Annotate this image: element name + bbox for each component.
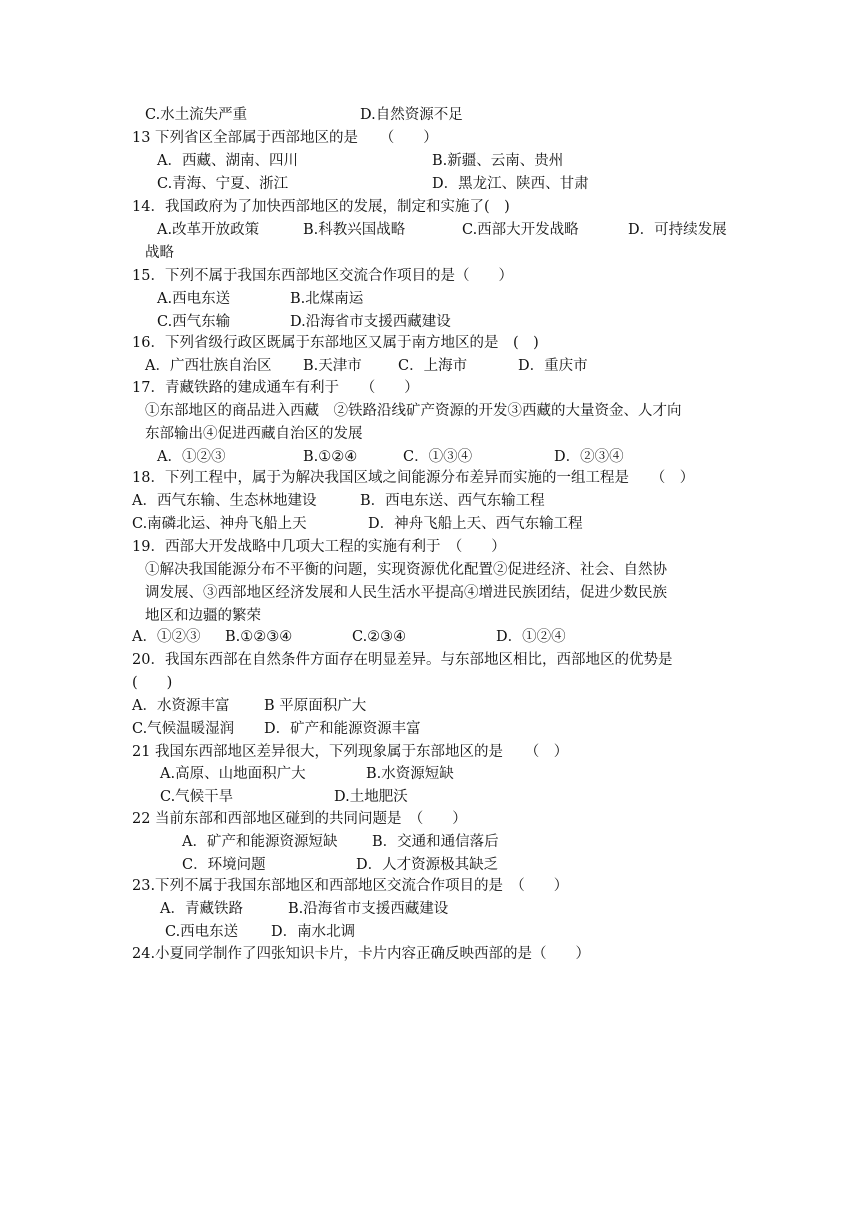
q15-stem: 15．下列不属于我国东西部地区交流合作项目的是（ ） xyxy=(132,268,513,284)
q14-option-b: B.科教兴国战略 xyxy=(303,222,406,238)
q21-stem: 21 我国东西部地区差异很大，下列现象属于东部地区的是 （ ） xyxy=(132,744,569,760)
q20-option-b: B 平原面积广大 xyxy=(264,698,367,714)
q16-option-b: B.天津市 xyxy=(303,358,362,374)
q17-option-a: A．①②③ xyxy=(157,449,226,465)
q19-stem: 19．西部大开发战略中几项大工程的实施有利于 （ ） xyxy=(132,539,506,555)
q14-option-d: D．可持续发展 xyxy=(628,222,727,238)
q13-option-d: D．黑龙江、陕西、甘肃 xyxy=(432,176,589,192)
q24-stem: 24.小夏同学制作了四张知识卡片，卡片内容正确反映西部的是（ ） xyxy=(132,946,591,962)
q23-option-c: C.西电东送 xyxy=(165,924,239,940)
q19-statements-line1: ①解决我国能源分布不平衡的问题，实现资源优化配置②促进经济、社会、自然协 xyxy=(145,562,667,578)
q19-option-d: D．①②④ xyxy=(496,629,566,645)
q23-stem: 23.下列不属于我国东部地区和西部地区交流合作项目的是 （ ） xyxy=(132,878,569,894)
q19-option-a: A．①②③ xyxy=(132,629,201,645)
q19-option-c: C.②③④ xyxy=(352,629,407,645)
q16-stem: 16．下列省级行政区既属于东部地区又属于南方地区的是 ( ) xyxy=(132,335,539,351)
q22-option-a: A．矿产和能源资源短缺 xyxy=(182,834,338,850)
q13-option-b: B.新疆、云南、贵州 xyxy=(432,153,564,169)
q18-stem: 18．下列工程中，属于为解决我国区域之间能源分布差异而实施的一组工程是 （ ） xyxy=(132,470,695,486)
q22-option-d: D．人才资源极其缺乏 xyxy=(356,857,499,873)
q19-option-b: B.①②③④ xyxy=(225,629,293,645)
q16-option-c: C．上海市 xyxy=(398,358,468,374)
q17-statements-line2: 东部输出④促进西藏自治区的发展 xyxy=(145,426,363,442)
q20-answer-paren: ( ) xyxy=(132,675,173,691)
q14-option-a: A.改革开放政策 xyxy=(157,222,260,238)
q17-option-d: D．②③④ xyxy=(554,449,624,465)
q13-stem: 13 下列省区全部属于西部地区的是 （ ） xyxy=(132,130,438,146)
q20-option-c: C.气候温暖湿润 xyxy=(132,721,235,737)
q15-option-d: D.沿海省市支援西藏建设 xyxy=(290,314,451,330)
q22-stem: 22 当前东部和西部地区碰到的共同问题是 （ ） xyxy=(132,811,467,827)
q20-option-a: A．水资源丰富 xyxy=(132,698,230,714)
q22-option-c: C．环境问题 xyxy=(182,857,266,873)
q21-option-c: C.气候干旱 xyxy=(160,789,234,805)
q13-option-c: C.青海、宁夏、浙江 xyxy=(157,176,289,192)
q21-option-a: A.高原、山地面积广大 xyxy=(160,766,306,782)
q15-option-b: B.北煤南运 xyxy=(290,291,364,307)
q23-option-a: A．青藏铁路 xyxy=(160,901,243,917)
q17-option-b: B.①②④ xyxy=(303,449,358,465)
q21-option-d: D.土地肥沃 xyxy=(334,789,408,805)
q17-stem: 17．青藏铁路的建成通车有利于 （ ） xyxy=(132,380,419,396)
q20-option-d: D．矿产和能源资源丰富 xyxy=(264,721,421,737)
q12-option-c: C.水土流失严重 xyxy=(145,107,248,123)
q17-option-c: C．①③④ xyxy=(403,449,473,465)
q15-option-c: C.西气东输 xyxy=(157,314,231,330)
q22-option-b: B．交通和通信落后 xyxy=(372,834,499,850)
q14-option-c: C.西部大开发战略 xyxy=(462,222,579,238)
q18-option-a: A．西气东输、生态林地建设 xyxy=(132,493,317,509)
q23-option-b: B.沿海省市支援西藏建设 xyxy=(288,901,449,917)
q18-option-c: C.南磷北运、神舟飞船上天 xyxy=(132,516,307,532)
q17-statements-line1: ①东部地区的商品进入西藏 ②铁路沿线矿产资源的开发③西藏的大量资金、人才向 xyxy=(145,403,682,419)
q15-option-a: A.西电东送 xyxy=(157,291,231,307)
q21-option-b: B.水资源短缺 xyxy=(366,766,454,782)
q18-option-b: B．西电东送、西气东输工程 xyxy=(360,493,545,509)
q18-option-d: D．神舟飞船上天、西气东输工程 xyxy=(368,516,583,532)
q13-option-a: A．西藏、湖南、四川 xyxy=(157,153,298,169)
q20-stem: 20．我国东西部在自然条件方面存在明显差异。与东部地区相比，西部地区的优势是 xyxy=(132,652,673,668)
q16-option-a: A．广西壮族自治区 xyxy=(145,358,272,374)
q19-statements-line3: 地区和边疆的繁荣 xyxy=(145,608,261,624)
q19-statements-line2: 调发展、③西部地区经济发展和人民生活水平提高④增进民族团结，促进少数民族 xyxy=(145,585,667,601)
q12-option-d: D.自然资源不足 xyxy=(360,107,463,123)
q16-option-d: D．重庆市 xyxy=(518,358,588,374)
q23-option-d: D．南水北调 xyxy=(271,924,356,940)
q14-stem: 14．我国政府为了加快西部地区的发展，制定和实施了( ) xyxy=(132,199,510,215)
q14-option-d-continued: 战略 xyxy=(145,245,174,261)
